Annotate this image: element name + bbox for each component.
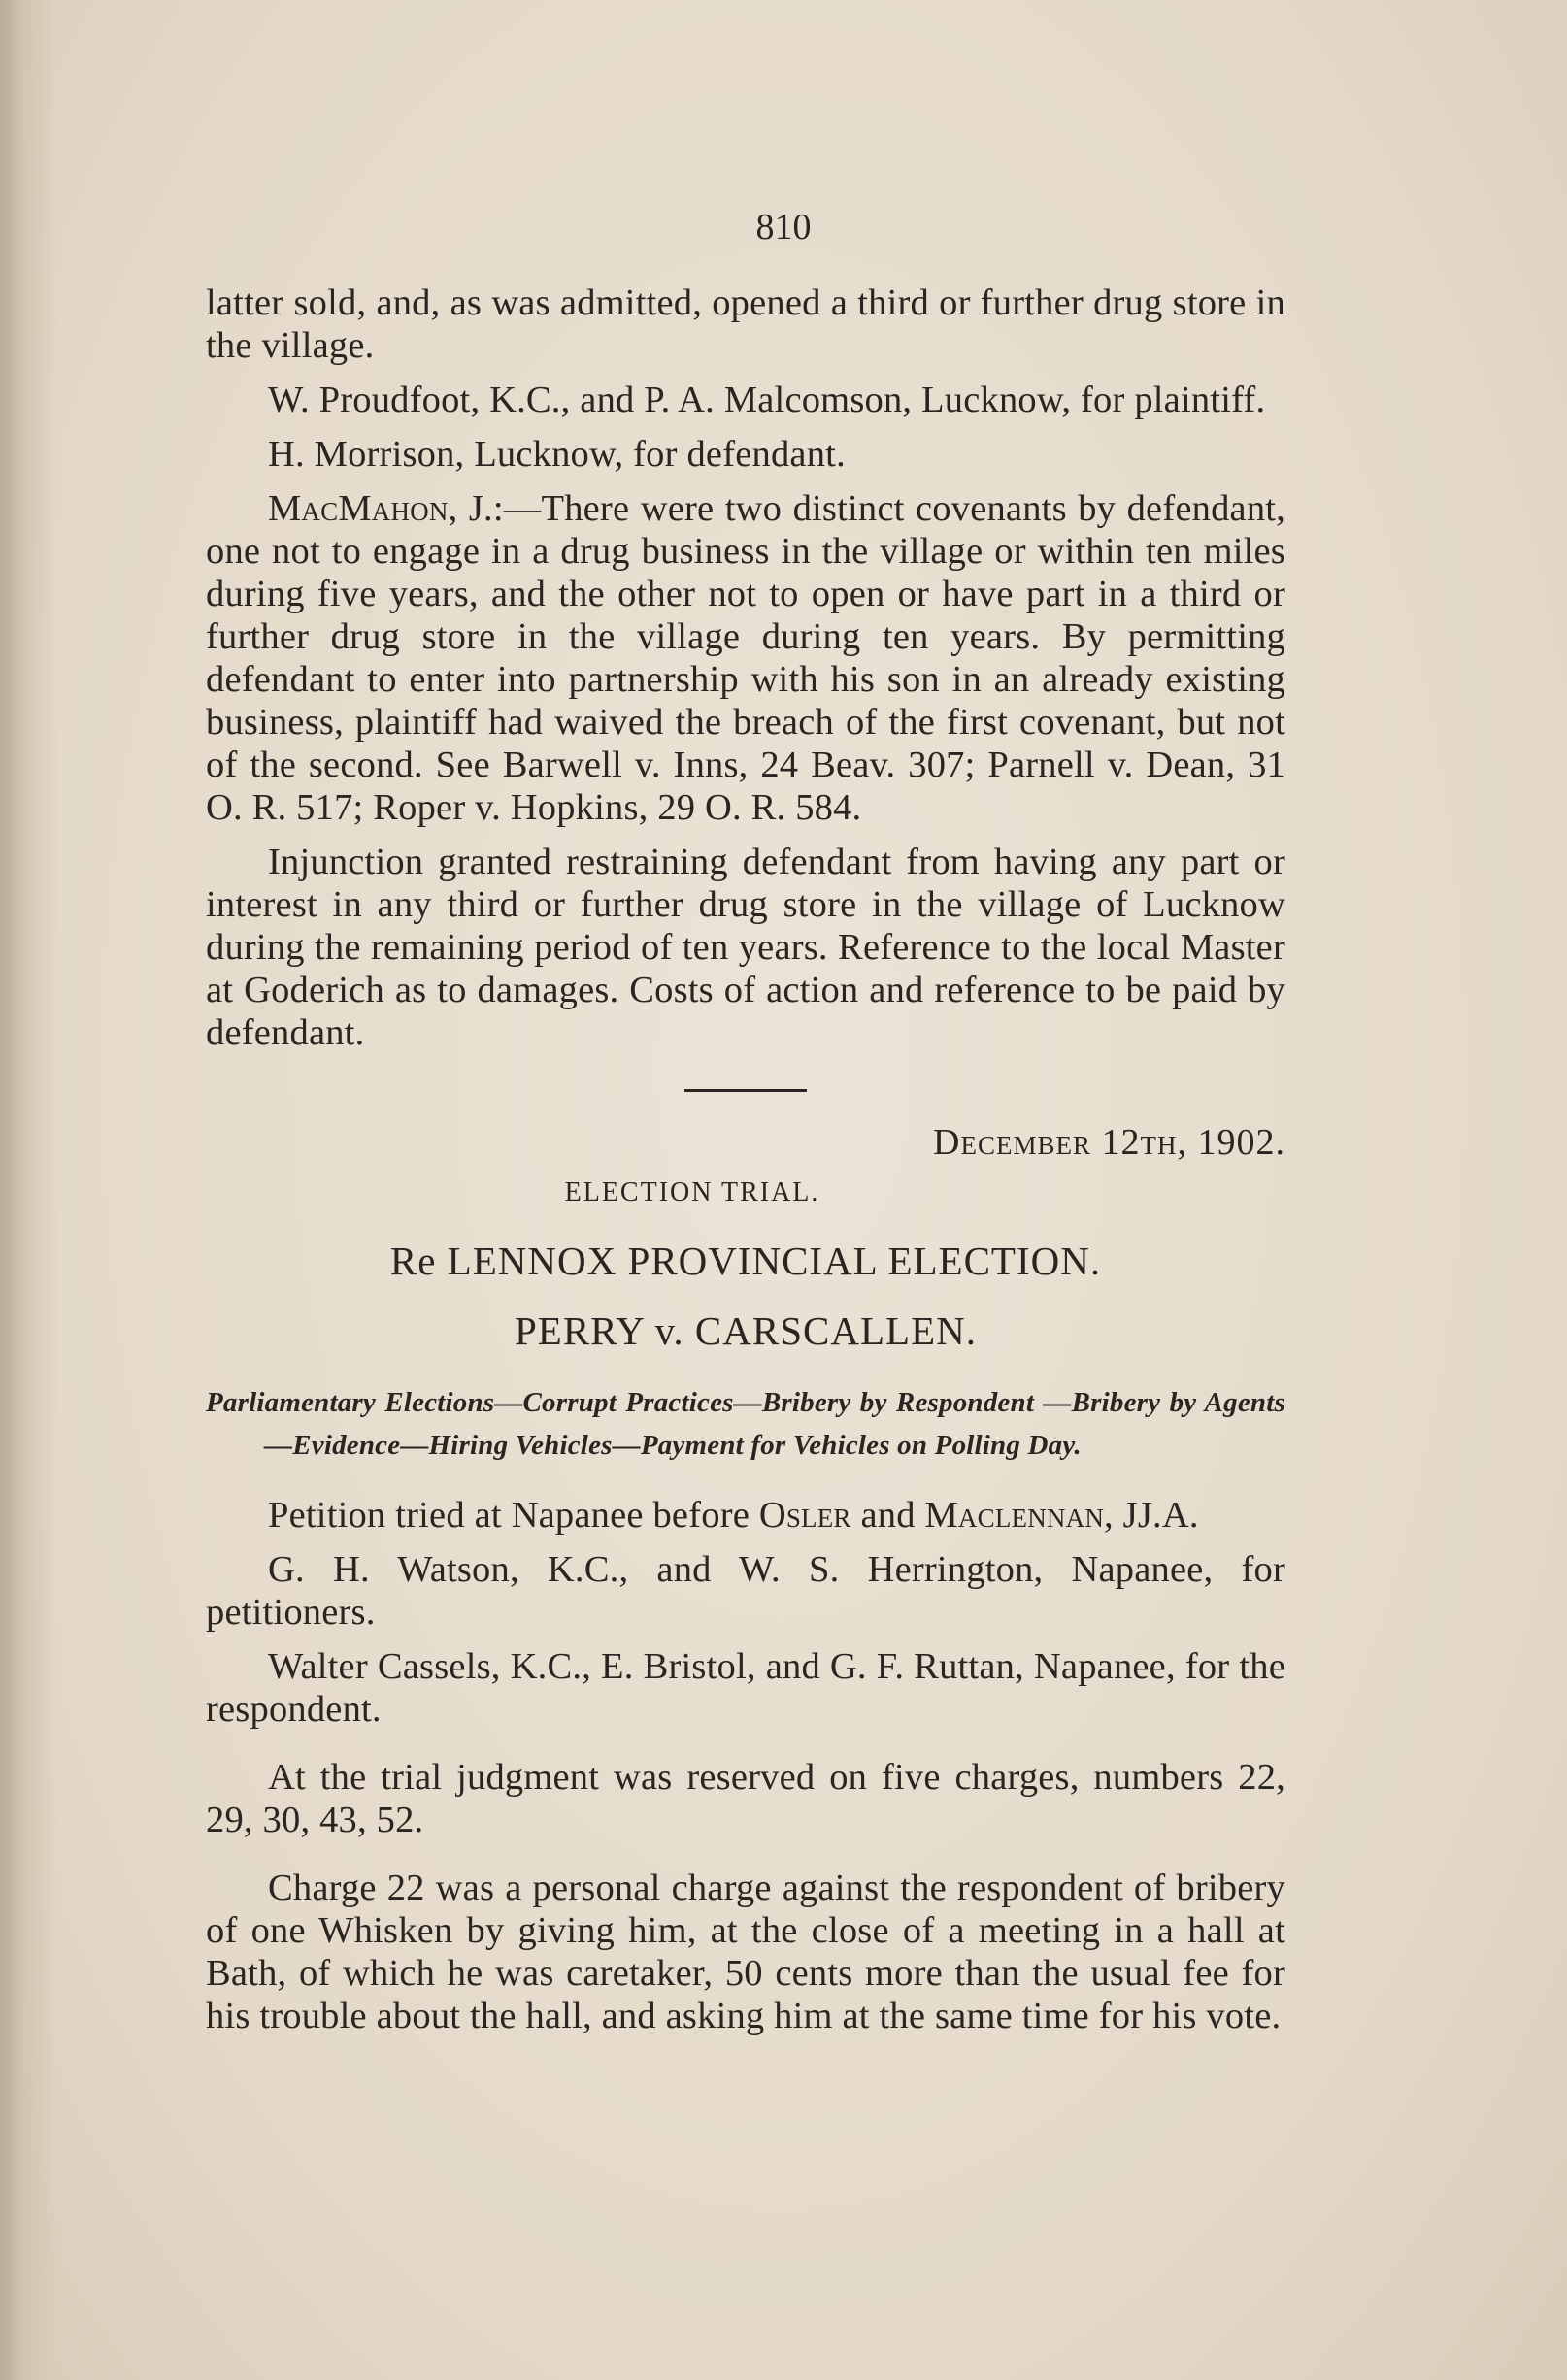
judgment-text: :—There were two distinct covenants by defendant, one not to engage in a drug business in the village or within ten miles during five years, and the other not to open or have part in a third or further drug store in the village during ten years. By permitting defendant to enter into partnership with his son in an already existing business, plaintiff had waived the breach of the first covenant, but not of the second. See Barwell v. Inns, 24 Beav. 307; Parnell v. Dean, 31 O. R. 517; Roper v. Hopkins, 29 O. R. 584. [206, 488, 1285, 828]
case-parties: PERRY v. CARSCALLEN. [514, 1308, 977, 1353]
counsel-defendant: H. Morrison, Lucknow, for defendant. [268, 434, 846, 475]
judge-osler: Osler [758, 1495, 851, 1536]
page-gutter-shadow [0, 0, 58, 2380]
case-type-label: ELECTION TRIAL. [564, 1177, 820, 1207]
trial-venue-and: and [850, 1495, 925, 1536]
case-date: December 12th, 1902. [933, 1122, 1285, 1163]
trial-venue-suffix: , JJ.A. [1104, 1495, 1199, 1536]
case-title: Re LENNOX PROVINCIAL ELECTION. [389, 1239, 1102, 1283]
page-number: 810 [755, 207, 812, 248]
reserved-charges: At the trial judgment was reserved on five charges, numbers 22, 29, 30, 43, 52. [206, 1757, 1285, 1840]
paragraph-continuation: latter sold, and, as was admitted, opened a third or further drug store in the village. [206, 282, 1285, 366]
judge-maclennan: Maclennan [924, 1495, 1105, 1536]
section-divider [684, 1089, 807, 1092]
judge-name: MacMahon, J. [268, 488, 493, 529]
order-paragraph: Injunction granted restraining defendant from having any part or interest in any third or further drug store in the village of Lucknow during the remaining period of ten years. Reference to the local Master at Goderich as to damages. Costs of action and reference to be paid by defendant. [206, 842, 1285, 1053]
trial-venue [206, 1494, 1285, 1537]
headnote: Parliamentary Elections—Corrupt Practices—Bribery by Respondent —Bribery by Agents—Evidence—Hiring Vehicles—Payment for Vehicles on Polling Day. [206, 1387, 1285, 1461]
trial-venue-text: Petition tried at Napanee before [268, 1495, 759, 1536]
counsel-respondent: Walter Cassels, K.C., E. Bristol, and G. F. Ruttan, Napanee, for the respondent. [206, 1646, 1285, 1730]
text-column [206, 281, 1285, 2049]
counsel-plaintiff: W. Proudfoot, K.C., and P. A. Malcomson, Lucknow, for plaintiff. [268, 380, 1266, 420]
charge-22: Charge 22 was a personal charge against the respondent of bribery of one Whisken by giving him, at the close of a meeting in a hall at Bath, of which he was caretaker, 50 cents more than the usual fee for his trouble about the hall, and asking him at the same time for his vote. [206, 1868, 1285, 2036]
judgment-paragraph [206, 487, 1285, 829]
counsel-petitioners: G. H. Watson, K.C., and W. S. Herrington, Napanee, for petitioners. [206, 1549, 1285, 1633]
